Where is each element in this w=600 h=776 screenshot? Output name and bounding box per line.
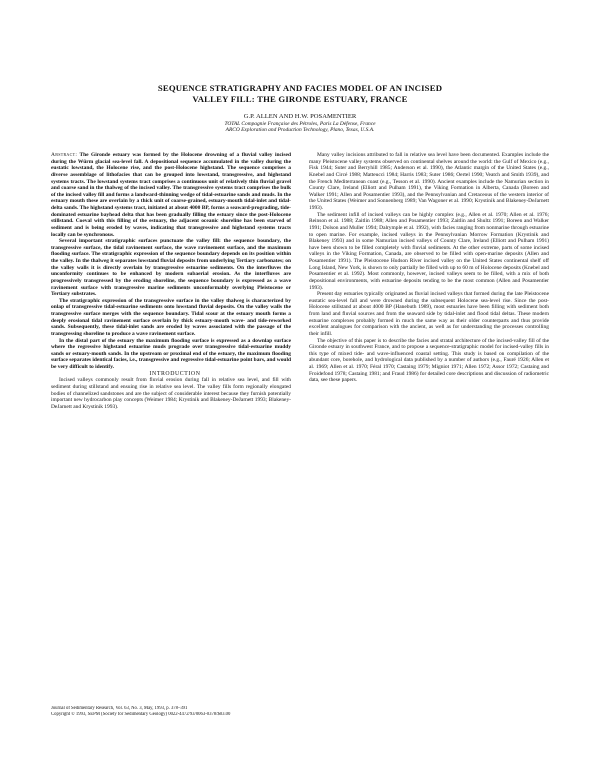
abstract-label: Abstract: [51,152,78,158]
abstract-paragraph-2: Several important stratigraphic surfaces punctuate the valley fill: the sequence boundary, the transgressive surface, the tidal ravinement surface, the wave ravinement surface, and the maximum flooding surface. The stratigraphic expression of the sequence boundary depends on its position within the valley. In the thalweg it separates lowstand fluvial deposits from underlying Tertiary carbonates; on the valley walls it is directly overlain by transgressive estuarine sediments. On the interfluves the unconformity continues to be enhanced by modern subaerial erosion. As the interfluves are progressively transgressed by the eroding shoreline, the sequence boundary is expressed as a wave ravinement surface with transgressive marine sediments unconformably overlying Pleistocene or Tertiary substrates. [51,238,291,298]
right-column [309,152,549,718]
left-column [51,152,291,732]
affiliations [70,121,530,134]
abstract-text-1: The Gironde estuary was formed by the Holocene drowning of a fluvial valley incised during the Würm glacial sea-level fall. A depositional sequence accumulated in the valley during the eustatic lowstand, the Holocene rise, and the post-Holocene highstand. The sequence comprises a diverse assemblage of lithofacies that can be grouped into lowstand, transgressive, and highstand systems tracts. The lowstand systems tract comprises a continuous unit of relatively thin fluvial gravel and coarse sand in the thalweg of the incised valley. The transgressive systems tract comprises the bulk of the incised valley fill and forms a landward-thinning wedge of tidal-estuarine sands and muds. In the estuary mouth these are overlain by a thick unit of coarse-grained, estuary-mouth tidal-inlet and tidal-delta sands. The highstand systems tract, initiated at about 4000 BP, forms a seaward-prograding, tide-dominated estuarine bayhead delta that has been gradually filling the estuary since the post-Holocene stillstand. Coeval with this filling of the estuary, the adjacent oceanic shoreline has been starved of sediment and is being eroded by waves, indicating that transgressive and highstand systems tracts locally can be synchronous. [51,152,291,238]
title-line-2: VALLEY FILL: THE GIRONDE ESTUARY, FRANCE [192,94,408,104]
abstract-paragraph-4: In the distal part of the estuary the maximum flooding surface is expressed as a downlap surface where the regressive highstand estuarine muds prograde over transgressive tidal-estuarine muddy sands or estuary-mouth sands. In the upstream or proximal end of the estuary, the maximum flooding surface separates identical facies, i.e., transgressive and regressive tidal-estuarine point bars, and would be very difficult to identify. [51,337,291,370]
intro-paragraph-1: Incised valleys commonly result from fluvial erosion during fall in relative sea level, and fill with sediment during stillstand and ensuing rise in relative sea level. The valley fills form regionally elongated bodies of channelized sandstones and are the subject of considerable interest because they furnish potentially important new hydrocarbon play concepts (Weimer 1984; Krystinik and Blakeney-DeJarnett 1993; Blakeney-DeJarnett and Krystinik 1993). [51,377,291,410]
right-paragraph-4: The objective of this paper is to describe the facies and stratal architecture of the incised-valley fill of the Gironde estuary in southwest France, and to propose a sequence-stratigraphic model for incised-valley fills in this type of mixed tide- and wave-influenced coastal setting. This study is based on compilation of the abundant core, borehole, and hydrological data published by a number of authors (e.g., Fauré 1926; Allen et al. 1969; Allen et al. 1970; Féral 1970; Castaing 1979; Migniot 1971; Allen 1972; Assor 1972; Castaing and Froidefond 1978; Castaing 1981; and Fraud 1986) for detailed core descriptions and discussion of radiometric data, see these papers. [309,337,549,384]
copyright-line: Copyright © 1993, SEPM (Society for Sedimentary Geology) 0022-4472/93/0063-0378/$03.00 [51,712,231,717]
abstract-paragraph-3: The stratigraphic expression of the transgressive surface in the valley thalweg is characterized by onlap of transgressive tidal-estuarine sediments onto lowstand fluvial deposits. On the valley walls the transgressive surface merges with the sequence boundary. Tidal scour at the estuary mouth forms a deeply erosional tidal ravinement surface overlain by thick estuary-mouth wave- and tide-reworked sands. Subsequently, these tidal-inlet sands are eroded by waves associated with the passage of the transgressing shoreline to produce a wave ravinement surface. [51,297,291,337]
right-paragraph-1: Many valley incisions attributed to fall in relative sea level have been documented. Examples include the many Pleistocene valley systems observed on continental shelves around the world: the Gulf of Mexico (e.g., Fisk 1944; Suter and Berryhill 1985; Anderson et al. 1990), the Atlantic margin of the United States (e.g., Knebel and Circé 1988; Matteucci 1984; Harris 1983; Suter 1986; Oertel 1990; Veatch and Smith 1939), and the French Mediterranean coast (e.g., Tesson et al. 1990). Ancient examples include the Namurian section in County Clare, Ireland (Elliott and Pulham 1991), the Viking Formation in Alberta, Canada (Boreen and Walker 1991; Allen and Posamentier 1993), and the Pennsylvanian and Cretaceous of the western interior of the United States (Weimer and Sonnenberg 1989; Van Wagoner et al. 1990; Krystinik and Blakeney-DeJarnett 1993). [309,152,549,211]
right-paragraph-2: The sediment infill of incised valleys can be highly complex (e.g., Allen et al. 1970; Allen et al. 1976; Reinson et al. 1988; Zaitlin 1988; Allen and Posamentier 1993; Zaitlin and Shultz 1991; Boreen and Walker 1991; Dolson and Muller 1994; Dalrymple et al. 1992), with facies ranging from nonmarine through estuarine to open marine. For example, incised valleys in the Pennsylvanian Morrow Formation (Krystinik and Blakeney 1993) and in some Namurian incised valleys of County Clare, Ireland (Elliott and Pulham 1991) have been shown to be filled completely with fluvial sediments. At the other extreme, parts of some incised valleys in the Viking Formation, Canada, are observed to be filled with open-marine deposits (Allen and Posamentier 1991). The Pleistocene Hudson River incised valley on the United States continental shelf off Long Island, New York, is shown to only partially be filled with up to 60 m of Holocene deposits (Knebel and Posamentier et al. 1992). Most commonly, however, incised valleys seem to be filled, with a mix of both depositional environments, with estuarine deposits tending to be the most common (Allen and Posamentier 1993). [309,211,549,291]
author-list: G.P. ALLEN AND H.W. POSAMENTIER [243,113,357,120]
section-heading-introduction: INTRODUCTION [149,370,201,377]
paper-title [70,83,530,105]
page-footer [51,706,291,718]
right-paragraph-3: Present day estuaries typically originated as fluvial incised valleys that formed during the late Pleistocene eustatic sea-level fall and were drowned during the subsequent Holocene sea-level rise. Since the post-Holocene stillstand at about 4000 BP (Hanebuth 1989), most estuaries have been filling with sediment both from land and fluvial sources and from the seaward side by tidal-inlet and flood tidal deltas. These modern estuarine complexes probably formed in much the same way as their older counterparts and thus provide excellent analogues for comparison with the ancient, as well as for understanding the processes controlling their infill. [309,291,549,337]
journal-citation: Journal of Sedimentary Research, Vol. 63, No. 3, May, 1993, p. 378–391 [51,706,188,711]
abstract-paragraph-1 [51,152,291,238]
affiliation-2: ARCO Exploration and Production Technology, Plano, Texas, U.S.A. [225,127,375,134]
affiliation-1: TOTAL Compagnie Française des Pétroles, Paris La Défense, France [224,121,376,127]
title-line-1: SEQUENCE STRATIGRAPHY AND FACIES MODEL OF AN INCISED [157,83,443,93]
